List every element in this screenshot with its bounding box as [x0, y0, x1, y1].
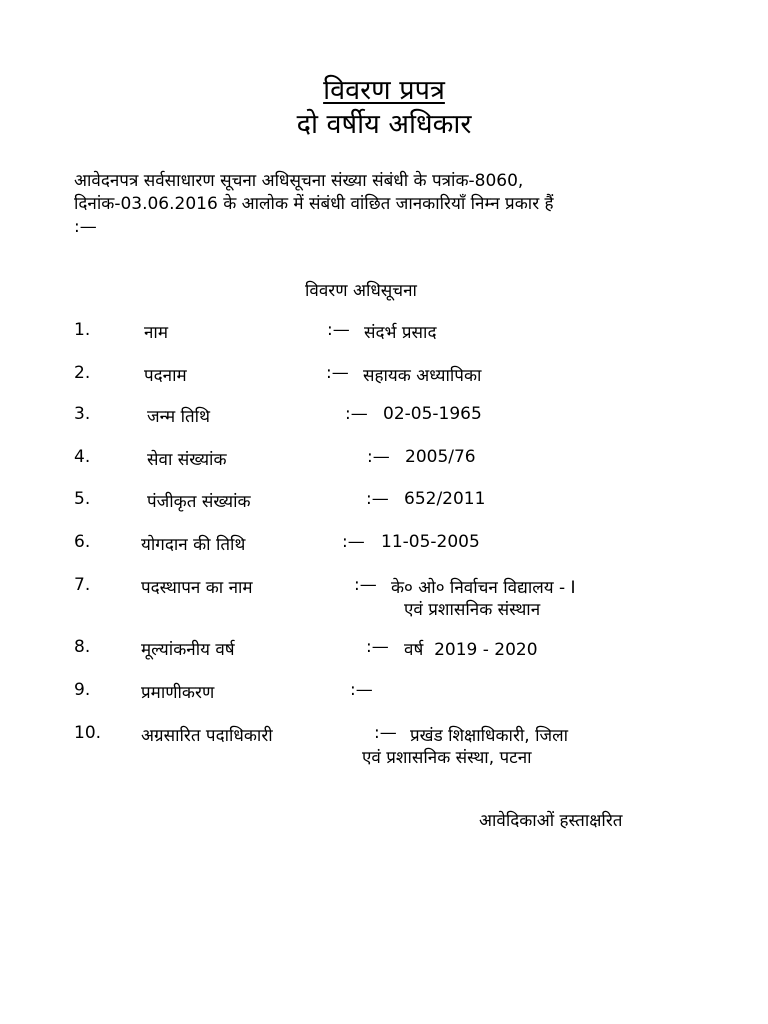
item-number: 2. — [74, 363, 91, 383]
item-label: सेवा संख्यांक — [147, 450, 227, 470]
item-value-continued: एवं प्रशासनिक संस्था, पटना — [362, 748, 532, 768]
item-value: 2005/76 — [405, 447, 476, 467]
item-number: 5. — [74, 489, 91, 509]
intro-line-1: आवेदनपत्र सर्वसाधारण सूचना अधिसूचना संख्या संबंधी के पत्रांक-8060, — [74, 171, 524, 191]
intro-line-2: दिनांक-03.06.2016 के आलोक में संबंधी वांछित जानकारियाँ निम्न प्रकार हैं — [74, 194, 554, 214]
signature: आवेदिकाओं हस्ताक्षरित — [479, 811, 623, 831]
intro-paragraph — [74, 170, 554, 239]
item-number: 4. — [74, 447, 91, 467]
item-separator: :— — [366, 637, 389, 657]
item-number: 6. — [74, 532, 91, 552]
item-number: 7. — [74, 575, 91, 595]
item-separator: :— — [354, 575, 377, 595]
item-separator: :— — [345, 404, 368, 424]
item-number: 10. — [74, 723, 102, 743]
item-value: प्रखंड शिक्षाधिकारी, जिला — [410, 726, 569, 746]
title-line-2: दो वर्षीय अधिकार — [296, 109, 472, 140]
item-label: नाम — [144, 323, 169, 343]
item-label: मूल्यांकनीय वर्ष — [141, 640, 235, 660]
item-value: वर्ष 2019 - 2020 — [404, 640, 538, 660]
section-heading: विवरण अधिसूचना — [305, 281, 417, 301]
item-separator: :— — [327, 320, 350, 340]
item-value: 652/2011 — [404, 489, 486, 509]
item-value: संदर्भ प्रसाद — [364, 323, 437, 343]
item-separator: :— — [366, 489, 389, 509]
item-separator: :— — [374, 723, 397, 743]
item-value: सहायक अध्यापिका — [363, 366, 482, 386]
item-label: पदस्थापन का नाम — [141, 578, 253, 598]
item-label: पदनाम — [144, 366, 187, 386]
item-value: 11-05-2005 — [381, 532, 480, 552]
item-value: के० ओ० निर्वाचन विद्यालय - I — [391, 578, 576, 598]
item-label: पंजीकृत संख्यांक — [147, 492, 251, 512]
item-separator: :— — [342, 532, 365, 552]
item-label: प्रमाणीकरण — [141, 683, 215, 703]
item-label: अग्रसारित पदाधिकारी — [141, 726, 273, 746]
item-label: योगदान की तिथि — [141, 535, 246, 555]
item-label: जन्म तिथि — [147, 407, 210, 427]
item-separator: :— — [350, 680, 373, 700]
item-number: 3. — [74, 404, 91, 424]
item-separator: :— — [326, 363, 349, 383]
item-value-continued: एवं प्रशासनिक संस्थान — [404, 600, 541, 620]
item-number: 8. — [74, 637, 91, 657]
title-line-1: विवरण प्रपत्र — [323, 75, 445, 106]
item-value: 02-05-1965 — [383, 404, 482, 424]
item-number: 9. — [74, 680, 91, 700]
item-separator: :— — [367, 447, 390, 467]
intro-line-3: :— — [74, 217, 97, 237]
item-number: 1. — [74, 320, 91, 340]
